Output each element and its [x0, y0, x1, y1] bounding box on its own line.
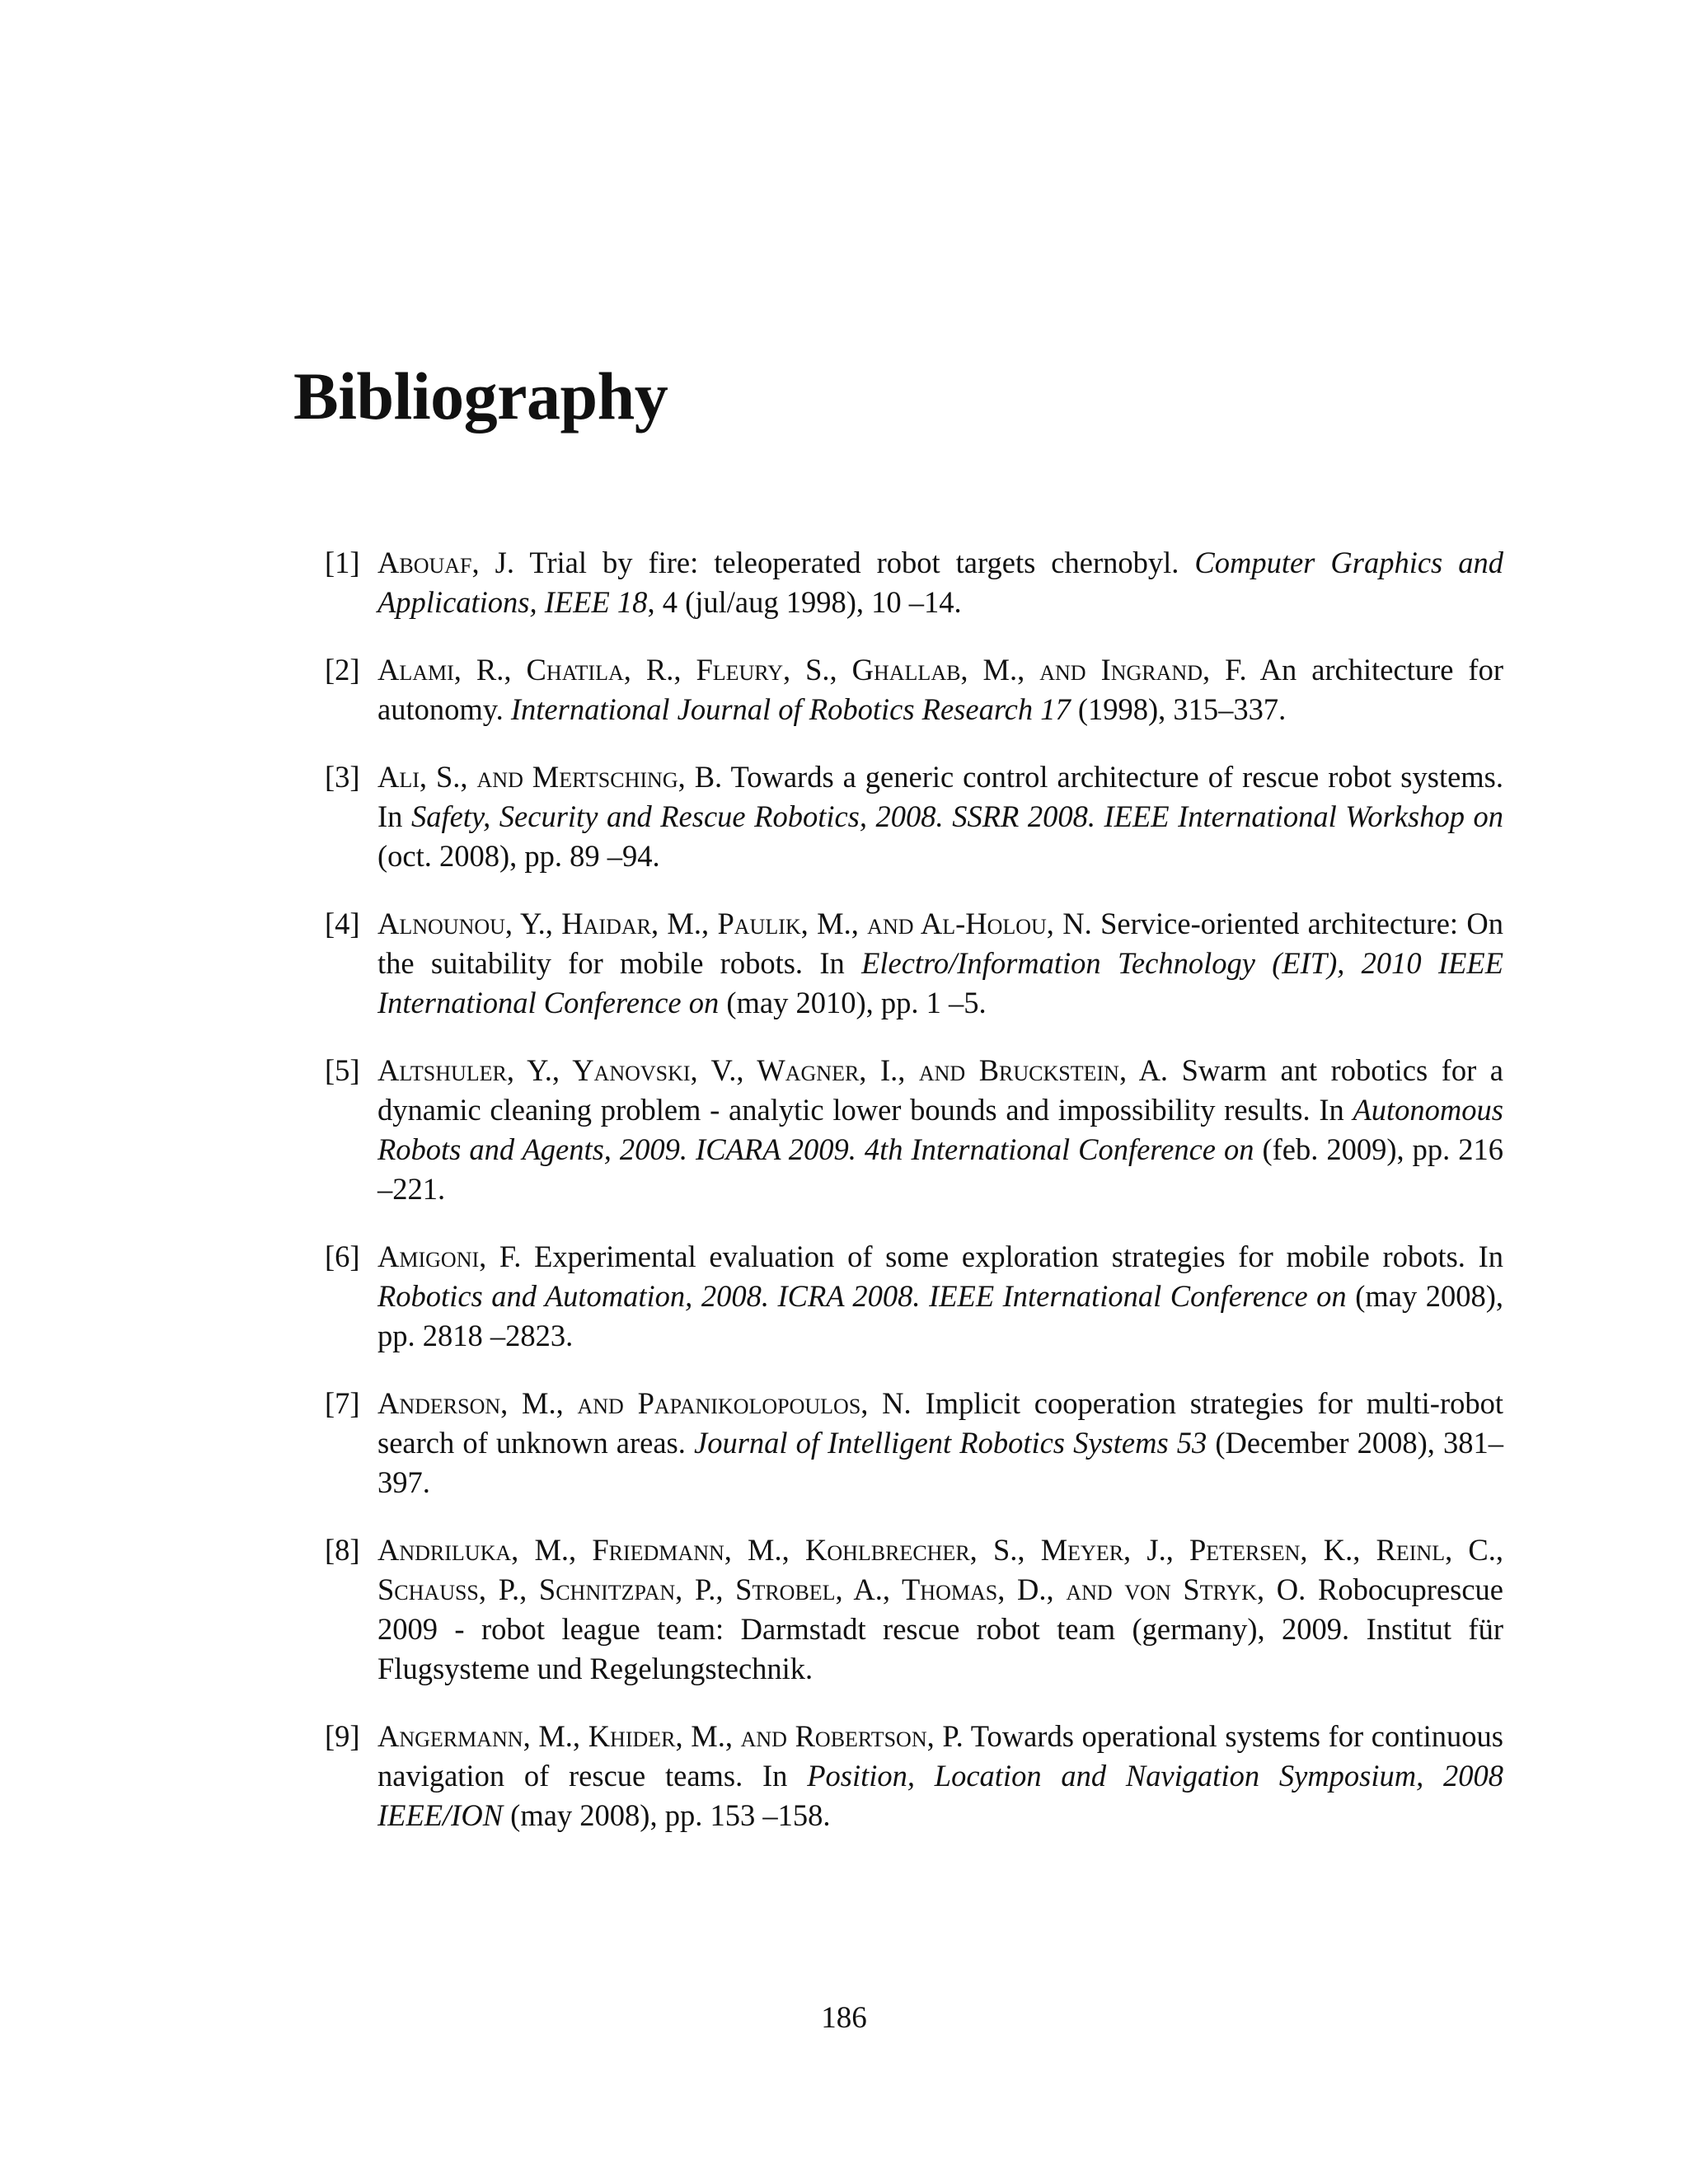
entry-number: [4]	[325, 907, 360, 940]
entry-venue: Safety, Security and Rescue Robotics, 2008. SSRR 2008. IEEE International Workshop on	[410, 799, 1504, 833]
entry-details: (may 2008), pp. 2818 –2823.	[377, 1279, 1504, 1352]
entry-authors: Abouaf, J.	[377, 546, 514, 579]
entry-text: Implicit cooperation strategies for multi-robot search of unknown areas.	[377, 1386, 1503, 1460]
entry-text: Towards operational systems for continuous navigation of rescue teams. In	[377, 1719, 1503, 1793]
entry-details: (1998), 315–337.	[1070, 692, 1287, 726]
entry-number: [2]	[325, 653, 360, 687]
entry-authors: Altshuler, Y., Yanovski, V., Wagner, I., and Bruckstein, A.	[377, 1053, 1169, 1087]
entry-venue: Position, Location and Navigation Symposium, 2008 IEEE/ION	[377, 1759, 1504, 1832]
entry-authors: Alami, R., Chatila, R., Fleury, S., Ghallab, M., and Ingrand, F.	[377, 653, 1247, 687]
bibliography-entry	[325, 650, 1503, 729]
entry-text: Swarm ant robotics for a dynamic cleaning problem - analytic lower bounds and impossibility results. In	[377, 1053, 1503, 1127]
bibliography-list	[325, 543, 1503, 1863]
entry-details: (may 2010), pp. 1 –5.	[719, 986, 987, 1019]
entry-authors: Ali, S., and Mertsching, B.	[377, 760, 723, 794]
entry-text: Robocuprescue 2009 - robot league team: Darmstadt rescue robot team (germany), 2009. Institut für Flugsysteme und Regelungstechnik.	[377, 1572, 1504, 1685]
entry-text: An architecture for autonomy.	[377, 653, 1503, 726]
entry-number: [6]	[325, 1240, 360, 1273]
bibliography-entry	[325, 1051, 1503, 1209]
bibliography-entry	[325, 1237, 1503, 1356]
bibliography-entry	[325, 757, 1503, 876]
entry-venue: Robotics and Automation, 2008. ICRA 2008. IEEE International Conference on	[377, 1279, 1347, 1313]
entry-details: (December 2008), 381–397.	[377, 1426, 1503, 1499]
entry-text: Trial by fire: teleoperated robot targets chernobyl.	[529, 546, 1179, 579]
entry-authors: Alnounou, Y., Haidar, M., Paulik, M., and Al-Holou, N.	[377, 907, 1092, 940]
entry-number: [8]	[325, 1533, 360, 1567]
entry-number: [5]	[325, 1053, 360, 1087]
entry-authors: Amigoni, F.	[377, 1240, 522, 1273]
entry-details: (may 2008), pp. 153 –158.	[503, 1798, 831, 1832]
entry-number: [1]	[325, 546, 360, 579]
page-title: Bibliography	[293, 359, 668, 434]
bibliography-entry	[325, 1717, 1503, 1835]
entry-number: [3]	[325, 760, 360, 794]
entry-text: Experimental evaluation of some exploration strategies for mobile robots. In	[534, 1240, 1503, 1273]
entry-details: (feb. 2009), pp. 216 –221.	[377, 1132, 1504, 1206]
page-number: 186	[821, 2001, 867, 2035]
entry-details: (oct. 2008), pp. 89 –94.	[377, 839, 660, 873]
entry-venue: International Journal of Robotics Research 17	[510, 692, 1071, 726]
entry-number: [7]	[325, 1386, 360, 1420]
bibliography-entry	[325, 1384, 1503, 1502]
bibliography-entry	[325, 904, 1503, 1023]
entry-authors: Anderson, M., and Papanikolopoulos, N.	[377, 1386, 912, 1420]
entry-authors: Angermann, M., Khider, M., and Robertson, P.	[377, 1719, 964, 1753]
entry-text: Towards a generic control architecture of rescue robot systems. In	[377, 760, 1503, 833]
bibliography-entry	[325, 543, 1503, 622]
entry-venue: Journal of Intelligent Robotics Systems 53	[694, 1426, 1207, 1460]
entry-authors: Andriluka, M., Friedmann, M., Kohlbrecher, S., Meyer, J., Petersen, K., Reinl, C., Schauss, P., Schnitzpan, P., Strobel, A., Thomas, D., and von Stryk, O.	[377, 1533, 1503, 1606]
entry-details: , 4 (jul/aug 1998), 10 –14.	[647, 585, 962, 619]
entry-venue: Autonomous Robots and Agents, 2009. ICARA 2009. 4th International Conference on	[377, 1093, 1503, 1166]
entry-text: Service-oriented architecture: On the suitability for mobile robots. In	[377, 907, 1503, 980]
entry-venue: Electro/Information Technology (EIT), 2010 IEEE International Conference on	[377, 946, 1504, 1019]
entry-number: [9]	[325, 1719, 360, 1753]
entry-venue: Computer Graphics and Applications, IEEE 18	[377, 546, 1504, 619]
bibliography-entry	[325, 1530, 1503, 1689]
